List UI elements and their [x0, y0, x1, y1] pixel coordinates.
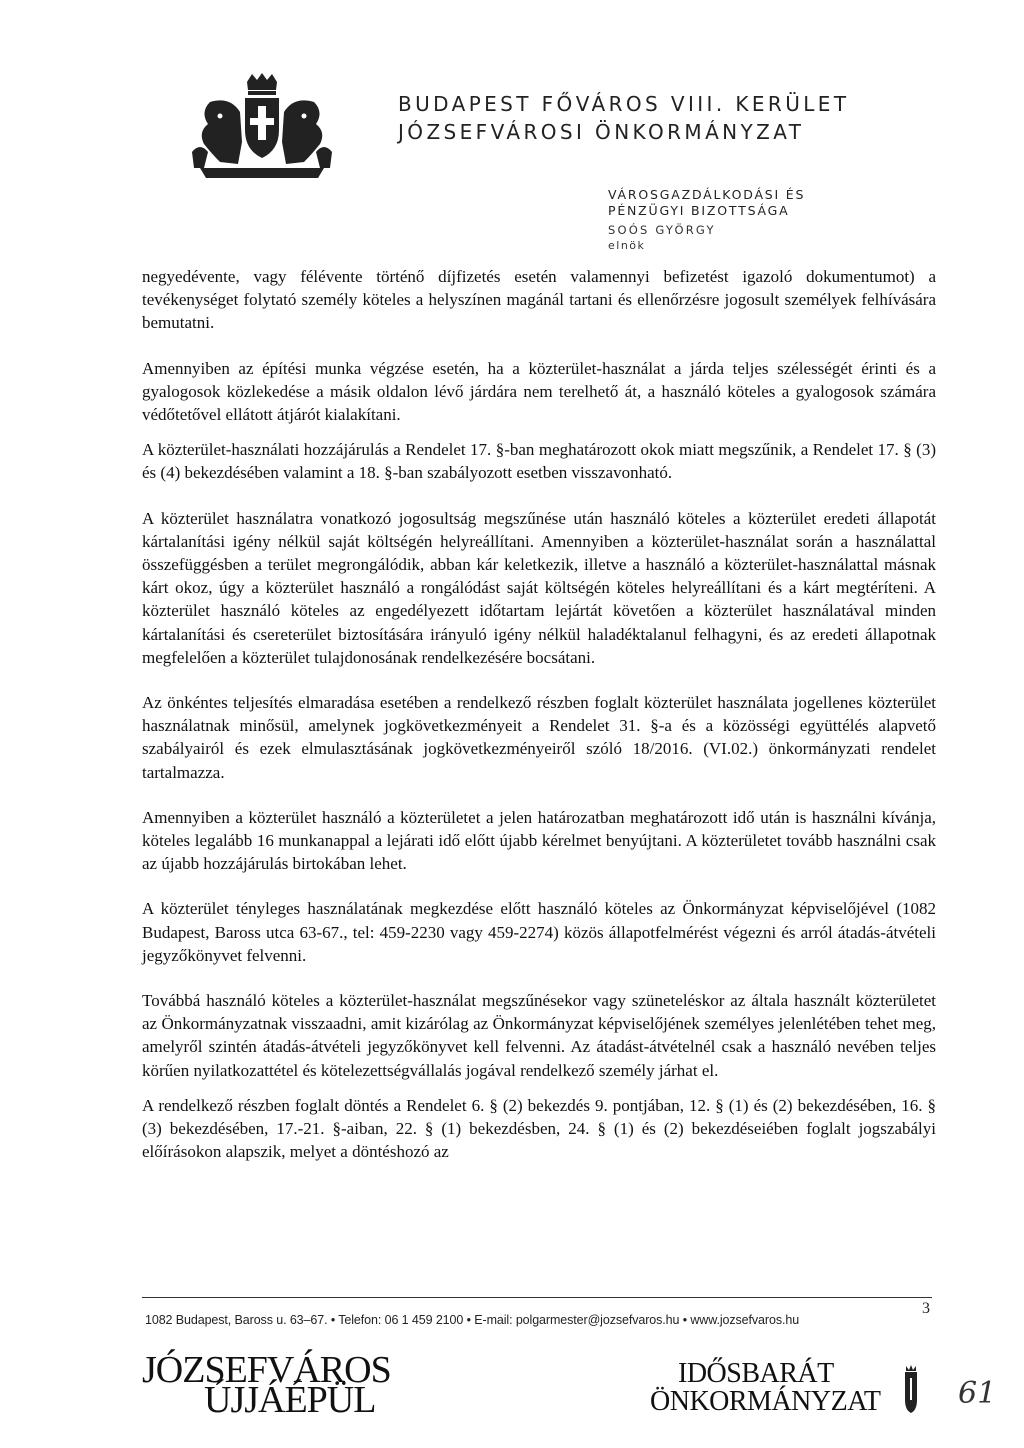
committee-line-2: PÉNZÜGYI BIZOTTSÁGA — [608, 203, 790, 218]
paragraph: Amennyiben a közterület használó a közterületet a jelen határozatban meghatározott idő után is használni kívánja, köteles legalább 16 munkanappal a lejárati idő előtt újabb kérelmet benyújtani. A közterületet tovább használni csak az újabb hozzájárulás birtokában lehet. — [142, 807, 936, 874]
jozsefvaros-ujjaepul-logo — [142, 1348, 391, 1421]
paragraph: A közterület tényleges használatának megkezdése előtt használó köteles az Önkormányzat képviselőjével (1082 Budapest, Baross utca 63-67., tel: 459-2230 vagy 459-2274) közös állapotfelmérést végezni és arról átadás-átvételi jegyzőkönyvet felvenni. — [142, 899, 936, 965]
committee-name — [608, 187, 805, 219]
coat-of-arms-icon — [190, 72, 340, 184]
committee-line-1: VÁROSGAZDÁLKODÁSI ÉS — [608, 187, 806, 202]
paragraph: A rendelkező részben foglalt döntés a Rendelet 6. § (2) bekezdés 9. pontjában, 12. § (1) és (2) bekezdésében, 16. § (3) bekezdésében, 17.-21. §-aiban, 22. § (1) bekezdésben, 24. § (1) és (2) bekezdéseiében foglalt jogszabályi előírásokon alapszik, melyet a döntéshozó az — [142, 1095, 936, 1162]
handwritten-mark: 61 — [958, 1376, 997, 1411]
paragraph: A közterület használatra vonatkozó jogosultság megszűnése után használó köteles a közterület eredeti állapotát kártalanítási igény nélkül saját költségén helyreállítani. Amennyiben a közterület-használat során a használattal összefüggésben a terület megrongálódik, abban kár keletkezik, illetve a használó a közterület-használattal másnak kárt okoz, úgy a közterület használó a rongálódást saját költségén köteles helyreállítani és a kárt megtéríteni. A közterület használó köteles az engedélyezett időtartam lejártát követően a közterület használatával minden kártalanítási és csereterület biztosítására irányuló igény nélkül haladéktalanul felhagyni, és az eredeti állapotnak megfelelően a közterület tulajdonosának rendelkezésére bocsátani. — [142, 508, 936, 667]
paragraph: Az önkéntes teljesítés elmaradása esetében a rendelkező részben foglalt közterület használata jogellenes közterület használatnak minősül, amelynek jogkövetkezményeit a Rendelet 31. §-a és a közösségi együttélés alapvető szabályairól és ezek elmulasztásának jogkövetkezményeiről szóló 18/2016. (VI.02.) önkormányzati rendelet tartalmazza. — [142, 693, 936, 782]
chair-role: elnök — [608, 239, 646, 252]
chair-name: SOÓS GYÖRGY — [608, 223, 716, 237]
paragraph: Amennyiben az építési munka végzése esetén, ha a közterület-használat a járda teljes szélességét érinti és a gyalogosok közlekedése a másik oldalon lévő járdára nem terelhető át, a használó köteles a gyalogosok számára védőtetővel ellátott átjárót kialakítani. — [142, 358, 936, 425]
footer-divider — [142, 1297, 932, 1298]
idosbarat-onkormanyzat-logo — [650, 1358, 920, 1420]
paragraph: Továbbá használó köteles a közterület-használat megszűnésekor vagy szüneteléskor az általa használt közterületet az Önkormányzatnak visszaadni, amit kizárólag az Önkormányzat képviselőjének személyes jelenlétében tehet meg, amelyről szintén átadás-átvételi jegyzőkönyvet kell felvenni. Az átadást-átvételnél csak a használó nevében teljes körűen nyilatkozattétel és kötelezettségvállalás jogával rendelkező személy járhat el. — [142, 991, 936, 1080]
hungarian-crest-icon — [902, 1364, 920, 1414]
logo-right-line-1: IDŐSBARÁT — [678, 1358, 834, 1389]
logo-left-line-1: JÓZSEFVÁROS — [142, 1349, 391, 1391]
logo-right-line-2: ÖNKORMÁNYZAT — [650, 1386, 881, 1417]
paragraph: A közterület-használati hozzájárulás a Rendelet 17. §-ban meghatározott okok miatt megszűnik, a Rendelet 17. § (3) és (4) bekezdésében valamint a 18. §-ban szabályozott esetben visszavonható. — [142, 440, 936, 483]
logo-left-line-2: ÚJJÁÉPÜL — [204, 1379, 376, 1421]
footer-contact: 1082 Budapest, Baross u. 63–67. • Telefon: 06 1 459 2100 • E-mail: polgarmester@jozsefvaros.hu • www.jozsefvaros.hu — [145, 1313, 800, 1327]
page-number: 3 — [922, 1300, 930, 1317]
document-body — [142, 265, 936, 1186]
paragraph: negyedévente, vagy félévente történő díjfizetés esetén valamennyi befizetést igazoló dokumentumot) a tevékenységet folytató személy köteles a helyszínen magánál tartani és ellenőrzésre jogosult személyek felhívására bemutatni. — [142, 267, 936, 333]
header-title-municipality: JÓZSEFVÁROSI ÖNKORMÁNYZAT — [398, 120, 805, 144]
header-title-city: BUDAPEST FŐVÁROS VIII. KERÜLET — [398, 92, 850, 116]
